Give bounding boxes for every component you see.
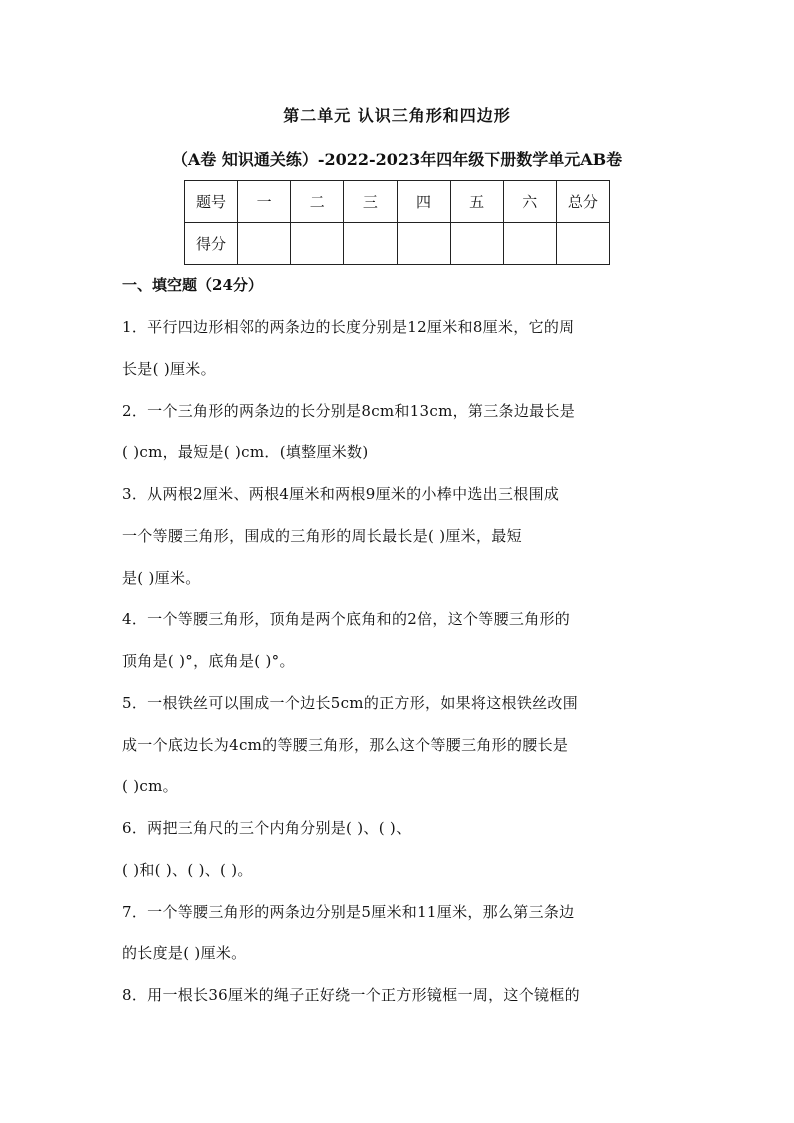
score-cell: 二 [291,181,344,223]
score-table-header-row [185,181,610,223]
score-cell: 五 [450,181,503,223]
question-line: 2．一个三角形的两条边的长分别是8cm和13cm，第三条边最长是 [122,402,576,420]
score-input-cell[interactable] [238,223,291,265]
question-line: 成一个底边长为4cm的等腰三角形，那么这个等腰三角形的腰长是 [122,736,569,754]
question-line: 是( )厘米。 [122,569,201,587]
question-line: 7．一个等腰三角形的两条边分别是5厘米和11厘米，那么第三条边 [122,903,575,921]
score-input-cell[interactable] [344,223,397,265]
question-line: 的长度是( )厘米。 [122,944,247,962]
score-cell: 三 [344,181,397,223]
score-input-cell[interactable] [291,223,344,265]
question-line: ( )cm，最短是( )cm．(填整厘米数) [122,443,369,461]
question-line: 5．一根铁丝可以围成一个边长5cm的正方形，如果将这根铁丝改围 [122,694,579,712]
question-line: 顶角是( )°，底角是( )°。 [122,652,295,670]
question-line: ( )cm。 [122,777,178,795]
score-cell: 四 [397,181,450,223]
score-cell: 总分 [556,181,609,223]
question-line: 8．用一根长36厘米的绳子正好绕一个正方形镜框一周，这个镜框的 [122,986,580,1004]
score-table [184,180,610,265]
worksheet-title: 第二单元 认识三角形和四边形 [283,106,511,125]
score-input-cell[interactable] [397,223,450,265]
worksheet-subtitle: （A卷 知识通关练）-2022-2023年四年级下册数学单元AB卷 [171,150,623,169]
question-line: 6．两把三角尺的三个内角分别是( )、( )、 [122,819,412,837]
score-table-score-row [185,223,610,265]
score-input-cell[interactable] [450,223,503,265]
score-cell: 题号 [185,181,238,223]
question-line: ( )和( )、( )、( )。 [122,861,253,879]
question-line: 3．从两根2厘米、两根4厘米和两根9厘米的小棒中选出三根围成 [122,485,560,503]
section-heading: 一、填空题（24分） [122,276,263,294]
question-line: 一个等腰三角形，围成的三角形的周长最长是( )厘米，最短 [122,527,522,545]
score-label-cell: 得分 [185,223,238,265]
score-input-cell[interactable] [556,223,609,265]
question-line: 4．一个等腰三角形，顶角是两个底角和的2倍，这个等腰三角形的 [122,610,571,628]
score-cell: 六 [503,181,556,223]
question-line: 长是( )厘米。 [122,360,216,378]
score-cell: 一 [238,181,291,223]
question-line: 1．平行四边形相邻的两条边的长度分别是12厘米和8厘米，它的周 [122,318,575,336]
score-input-cell[interactable] [503,223,556,265]
